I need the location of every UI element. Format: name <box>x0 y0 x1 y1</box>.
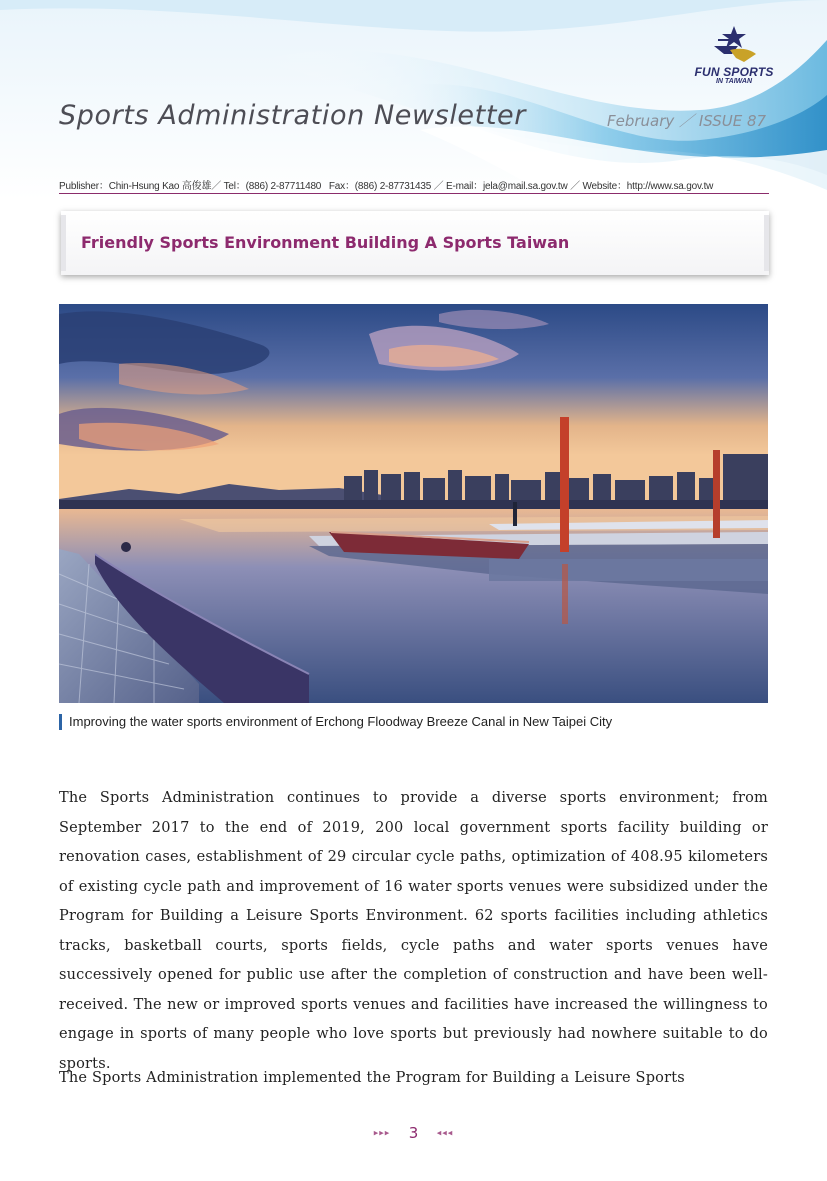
box-edge-right <box>764 215 769 271</box>
fun-sports-logo <box>686 24 782 85</box>
runner-logo-icon <box>704 24 764 64</box>
page-footer <box>0 1124 827 1142</box>
section-title: Friendly Sports Environment Building A Sports Taiwan <box>81 233 570 252</box>
canal-sunset-photo <box>59 304 768 703</box>
publisher-line: Publisher：Chin-Hsung Kao 高俊雄／ Tel：(886) 2-87711480 Fax：(886) 2-87731435 ／ E-mail：jela@mail.sa.gov.tw ／ Website：http://www.sa.gov.tw <box>59 181 714 192</box>
logo-subtext: IN TAIWAN <box>715 78 753 85</box>
photo-illustration <box>59 304 768 703</box>
issue-label: February ／ ISSUE 87 <box>607 112 767 130</box>
newsletter-title: Sports Administration Newsletter <box>59 100 526 131</box>
box-edge-left <box>61 215 66 271</box>
caption-accent-bar <box>59 714 62 730</box>
arrows-right-icon: ◂◂◂ <box>436 1127 454 1138</box>
photo-caption: Improving the water sports environment of Erchong Floodway Breeze Canal in New Taipei City <box>69 714 613 729</box>
body-paragraph-1: The Sports Administration continues to provide a diverse sports environment; from September 2017 to the end of 2019, 200 local government sports facility building or renovation cases, establishment of 29 circular cycle paths, optimization of 408.95 kilometers of existing cycle path and improvement of 16 water sports venues were subsidized under the Program for Building a Leisure Sports Environment. 62 sports facilities including athletics tracks, basketball courts, sports fields, cycle paths and water sports venues have successively opened for public use after the completion of construction and have been well-received. The new or improved sports venues and facilities have increased the willingness to engage in sports of many people who love sports but previously had nowhere suitable to do sports. <box>59 790 768 1072</box>
arrows-left-icon: ▸▸▸ <box>373 1127 391 1138</box>
body-paragraph-2: The Sports Administration implemented the Program for Building a Leisure Sports <box>59 1070 685 1086</box>
page-number: 3 <box>408 1124 419 1142</box>
publisher-divider <box>59 193 769 194</box>
logo-text: FUN SPORTS <box>694 65 774 79</box>
section-heading-box <box>61 211 769 275</box>
